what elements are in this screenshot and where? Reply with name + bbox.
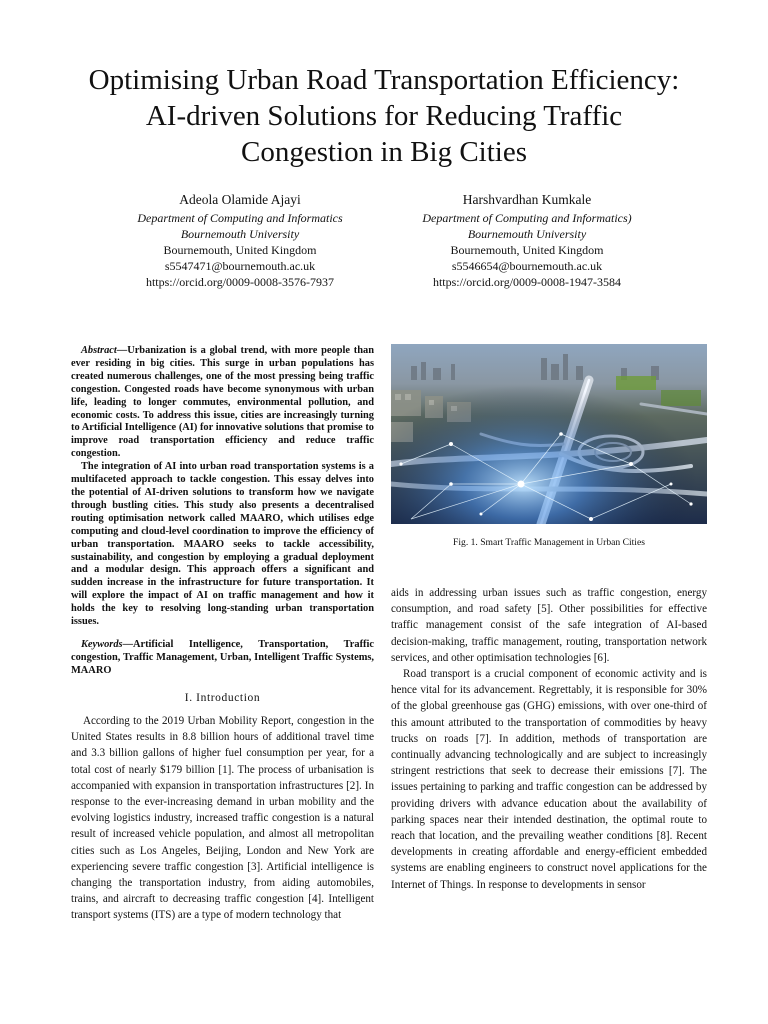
intro-paragraph: According to the 2019 Urban Mobility Report, congestion in the United States results in 8.8 billion hours of additional travel time and 3.3 billion gallons of higher fuel consumption per year, for a total cost of nearly $179 billion [1]. The process of urbanisation is accompanied with expansion in transportation infrastructures [2]. In response to the ever-increasing demand in urban mobility and the evolving logistics industry, increased traffic congestion is a natural result of increased vehicle population, and almost all metropolitan cities such as Los Angeles, Beijing, London and New York are experiencing severe traffic congestion [3]. Artificial intelligence is changing the transportation industry, from aiding automobiles, trains, and aircraft to decreasing traffic congestion [4]. Intelligent transport systems (ITS) are a type of modern technology that <box>71 715 374 922</box>
city-highway-illustration <box>391 344 707 524</box>
abstract-dash: — <box>116 345 128 356</box>
author-name: Adeola Olamide Ajayi <box>179 192 301 207</box>
author-email: s5546654@bournemouth.ac.uk <box>451 259 603 273</box>
paper-title <box>40 62 728 170</box>
figure-caption: Fig. 1. Smart Traffic Management in Urban Cities <box>453 537 645 548</box>
title-line: Congestion in Big Cities <box>241 136 527 168</box>
author-department: Department of Computing and Informatics) <box>422 211 632 225</box>
keywords-paragraph <box>71 639 374 678</box>
author-department: Department of Computing and Informatics <box>137 211 343 225</box>
author-block-2 <box>377 192 677 290</box>
body-paragraph: Road transport is a crucial component of economic activity and is hence vital for its advancement. Regrettably, it is responsible for 30% of the global greenhouse gas (GHG) emissions, with over one-third of this amount attributed to the transportation of commodities by heavy trucks on roads [7]. In addition, methods of transportation are continually advancing technologically and are subject to increasingly stringent restrictions that seek to decrease their emissions [7]. The issues pertaining to parking and traffic congestion can be addressed by providing drivers with advance education about the availability of parking spaces near their intended destination, the optimal route to reach that location, and the prevailing weather conditions [8]. Recent developments in creating affordable and energy-efficient embedded systems are enabling engineers to construct novel applications for the Internet of Things. In response to developments in sensor <box>391 668 707 891</box>
author-block-1 <box>90 192 390 290</box>
author-name: Harshvardhan Kumkale <box>462 192 592 207</box>
author-location: Bournemouth, United Kingdom <box>163 243 317 257</box>
title-line: AI-driven Solutions for Reducing Traffic <box>145 100 623 132</box>
author-orcid: https://orcid.org/0009-0008-1947-3584 <box>432 275 622 289</box>
author-location: Bournemouth, United Kingdom <box>450 243 604 257</box>
keywords-dash: — <box>122 639 133 650</box>
author-email: s5547471@bournemouth.ac.uk <box>164 259 316 273</box>
figure-smart-traffic-image <box>391 344 707 524</box>
author-university: Bournemouth University <box>180 227 300 241</box>
keywords-label: Keywords <box>81 639 123 650</box>
abstract-paragraph-2: The integration of AI into urban road transportation systems is a multifaceted approach to tackle congestion. This essay delves into the potential of AI-driven solutions to transform how we navigate through bustling cities. This study also presents a decentralised routing optimisation network called MAARO, which utilises edge computing and cloud-level coordination to improve the efficiency of urban transportation. MAARO seeks to tackle accessibility, sustainability, and congestion by employing a gradual deployment and a modular design. This approach offers a significant and sudden increase in the infrastructure for future transportation. It will explore the impact of AI on traffic management and how it holds the key to resolving long-standing urban transportation issues. <box>71 461 374 628</box>
title-line: Optimising Urban Road Transportation Efficiency: <box>88 64 680 96</box>
abstract-text: Urbanization is a global trend, with more people than ever residing in big cities. This surge in urban populations has created numerous challenges, one of the most pressing being traffic congestion. Congested roads have become synonymous with urban life, leading to longer commutes, environmental pollution, and economic costs. To address this issue, cities are increasingly turning to Artificial Intelligence (AI) for innovative solutions that promise to improve road transportation efficiency and reduce traffic congestion. <box>71 345 374 460</box>
section-heading-introduction: I. Introduction <box>184 692 261 704</box>
keywords <box>71 639 374 678</box>
author-university: Bournemouth University <box>467 227 587 241</box>
right-column-body <box>391 585 707 893</box>
author-orcid: https://orcid.org/0009-0008-3576-7937 <box>145 275 335 289</box>
abstract-paragraph-1 <box>71 345 374 461</box>
body-paragraph: aids in addressing urban issues such as traffic congestion, energy consumption, and road safety [5]. Other possibilities for effective traffic management consist of the safe integration of AI-based decision-making, traffic management, routing, transportation network services, and other optimisation technologies [6]. <box>391 587 707 664</box>
abstract <box>71 345 374 629</box>
keywords-text: Artificial Intelligence, Transportation, Traffic congestion, Traffic Management, Urban, Intelligent Traffic Systems, MAARO <box>71 639 374 676</box>
introduction-body <box>71 713 374 924</box>
abstract-label: Abstract <box>81 345 117 356</box>
